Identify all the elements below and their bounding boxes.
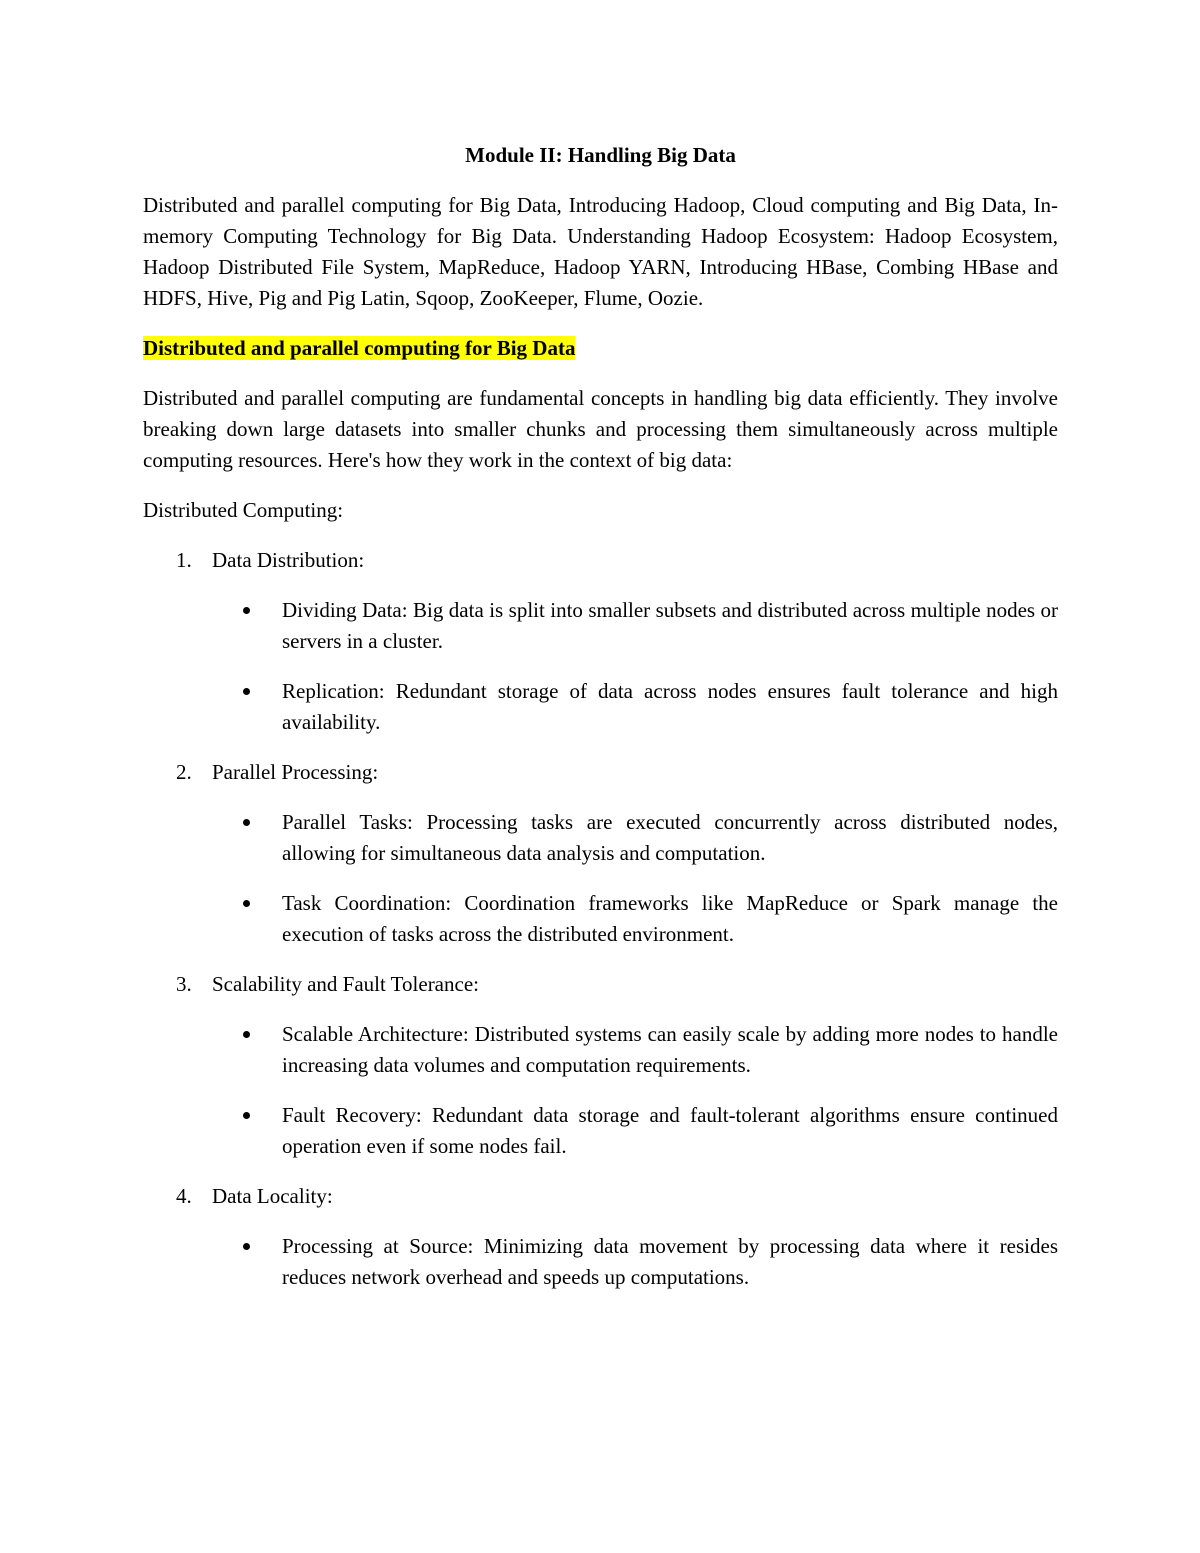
bullet-icon [243,607,250,614]
bullet-item [143,1019,1058,1081]
list-number: 4. [176,1184,192,1208]
bullet-text: Dividing Data: Big data is split into smaller subsets and distributed across multiple nodes or servers in a cluster. [282,598,1058,653]
bullet-icon [243,1112,250,1119]
section-paragraph: Distributed and parallel computing are fundamental concepts in handling big data efficiently. They involve breaking down large datasets into smaller chunks and processing them simultaneously across multiple computing resources. Here's how they work in the context of big data: [143,386,1058,472]
document-page [143,140,1058,1312]
bullet-item [143,595,1058,657]
bullet-text: Task Coordination: Coordination frameworks like MapReduce or Spark manage the execution of tasks across the distributed environment. [282,891,1058,946]
subheading: Distributed Computing: [143,498,344,522]
bullet-item [143,1231,1058,1293]
list-number: 3. [176,972,192,996]
list-item [143,545,1058,576]
bullet-item [143,888,1058,950]
list-label: Parallel Processing: [212,760,379,784]
bullet-item [143,807,1058,869]
list-number: 2. [176,760,192,784]
bullet-icon [243,1243,250,1250]
bullet-item [143,676,1058,738]
intro-paragraph: Distributed and parallel computing for Big Data, Introducing Hadoop, Cloud computing and Big Data, In-memory Computing Technology for Big Data. Understanding Hadoop Ecosystem: Hadoop Ecosystem, Hadoop Distributed File System, MapReduce, Hadoop YARN, Introducing HBase, Combing HBase and HDFS, Hive, Pig and Pig Latin, Sqoop, ZooKeeper, Flume, Oozie. [143,193,1058,310]
list-label: Scalability and Fault Tolerance: [212,972,479,996]
bullet-text: Parallel Tasks: Processing tasks are executed concurrently across distributed nodes, allowing for simultaneous data analysis and computation. [282,810,1058,865]
bullet-text: Scalable Architecture: Distributed systems can easily scale by adding more nodes to handle increasing data volumes and computation requirements. [282,1022,1058,1077]
section-heading [143,333,1058,364]
list-label: Data Locality: [212,1184,333,1208]
bullet-icon [243,819,250,826]
bullet-text: Processing at Source: Minimizing data movement by processing data where it resides reduces network overhead and speeds up computations. [282,1234,1058,1289]
list-label: Data Distribution: [212,548,365,572]
bullet-icon [243,688,250,695]
bullet-icon [243,900,250,907]
section-heading-text: Distributed and parallel computing for Big Data [143,336,576,360]
bullet-text: Fault Recovery: Redundant data storage and fault-tolerant algorithms ensure continued operation even if some nodes fail. [282,1103,1058,1158]
bullet-text: Replication: Redundant storage of data across nodes ensures fault tolerance and high availability. [282,679,1058,734]
bullet-icon [243,1031,250,1038]
list-item [143,757,1058,788]
bullet-item [143,1100,1058,1162]
list-item [143,1181,1058,1212]
list-number: 1. [176,548,192,572]
document-title: Module II: Handling Big Data [465,143,736,167]
list-item [143,969,1058,1000]
numbered-list [143,545,1058,1293]
